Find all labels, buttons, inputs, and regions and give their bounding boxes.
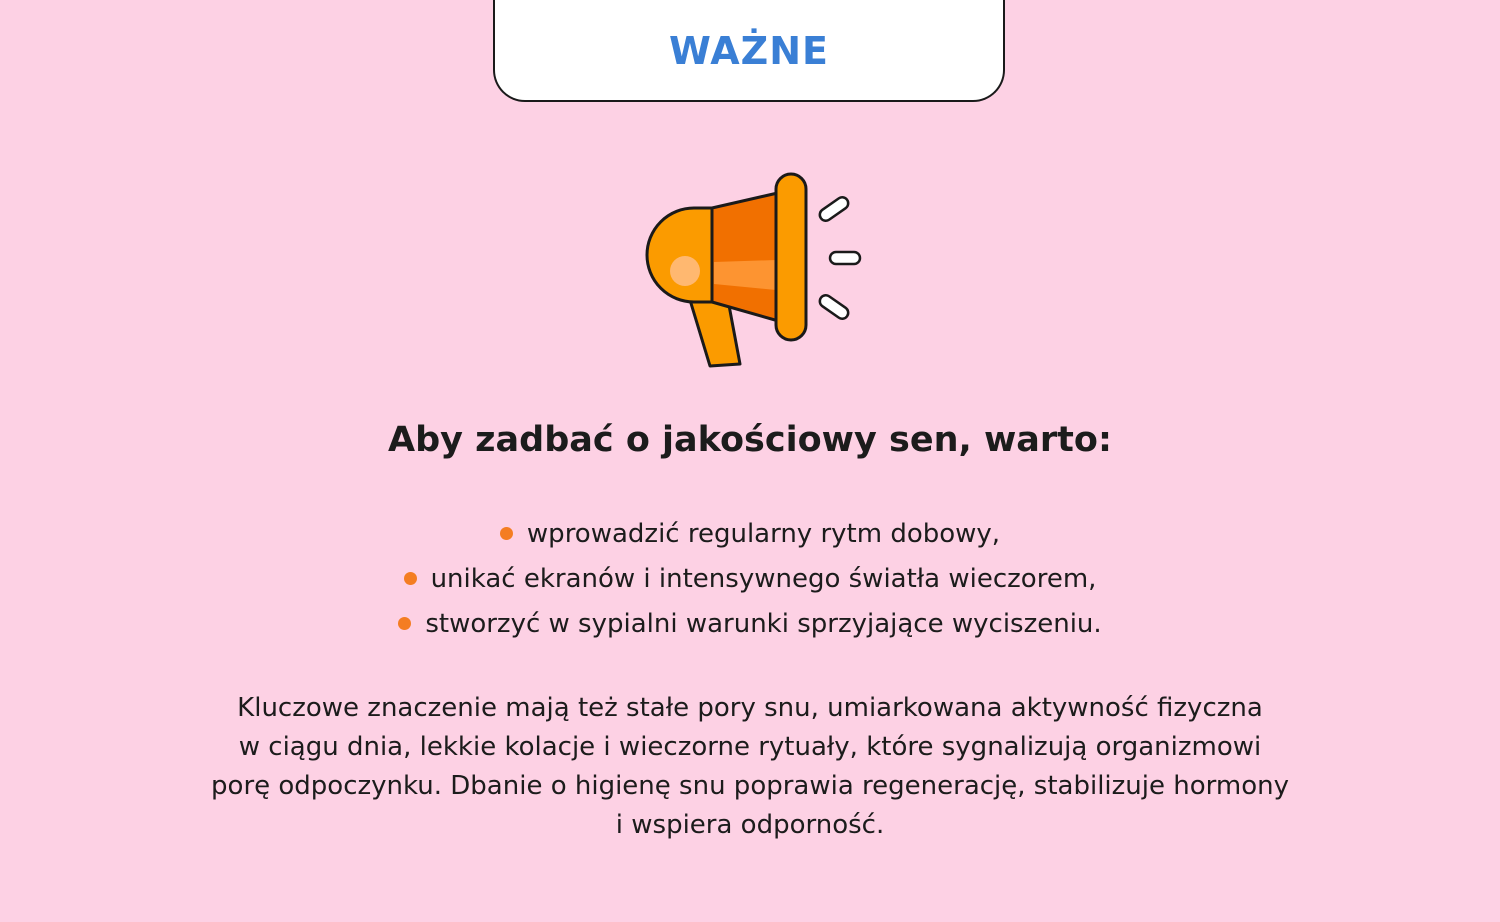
banner-title: WAŻNE [669, 29, 829, 73]
body-paragraph [180, 689, 1320, 845]
list-item [0, 601, 1500, 646]
list-item-text: wprowadzić regularny rytm dobowy, [526, 518, 1001, 549]
paragraph-line: Kluczowe znaczenie mają też stałe pory snu, umiarkowana aktywność fizyczna [237, 693, 1263, 723]
important-banner [493, 0, 1005, 102]
bullet-dot [398, 617, 411, 630]
list-item [0, 556, 1500, 601]
bullet-dot [500, 527, 513, 540]
bullet-dot [404, 572, 417, 585]
list-item [0, 511, 1500, 556]
list-item-text: unikać ekranów i intensywnego światła wieczorem, [430, 563, 1097, 594]
paragraph-line: i wspiera odporność. [615, 810, 885, 840]
section-heading: Aby zadbać o jakościowy sen, warto: [388, 420, 1112, 460]
list-item-text: stworzyć w sypialni warunki sprzyjające wyciszeniu. [425, 608, 1102, 639]
paragraph-line: w ciągu dnia, lekkie kolacje i wieczorne rytuały, które sygnalizują organizmowi [238, 732, 1262, 762]
paragraph-line: porę odpoczynku. Dbanie o higienę snu poprawia regenerację, stabilizuje hormony [211, 771, 1289, 801]
megaphone-icon [640, 168, 870, 373]
tips-list [0, 511, 1500, 646]
